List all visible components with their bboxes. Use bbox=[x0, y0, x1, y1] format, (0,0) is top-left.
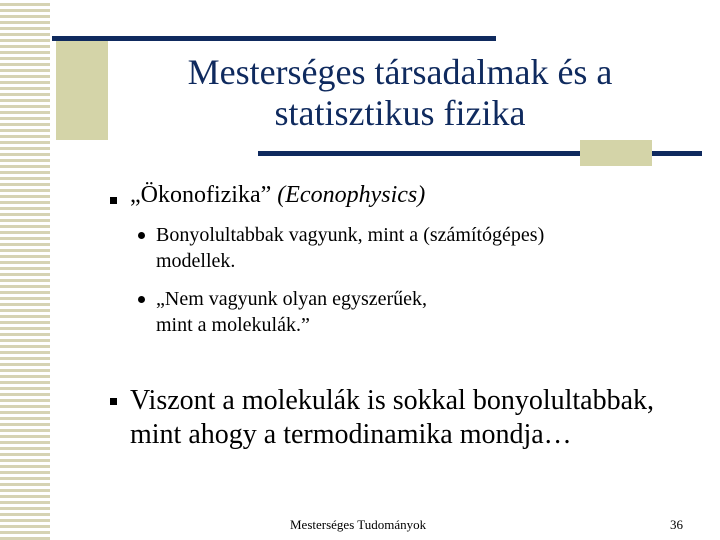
square-bullet-icon bbox=[110, 398, 117, 405]
square-bullet-icon bbox=[110, 197, 117, 204]
slide-title-line2: statisztikus fizika bbox=[274, 93, 526, 133]
footer-label: Mesterséges Tudományok bbox=[290, 517, 427, 532]
page-number: 36 bbox=[670, 517, 683, 532]
decorative-box-left bbox=[56, 40, 108, 140]
title-rule-top bbox=[52, 36, 496, 41]
round-bullet-icon bbox=[138, 296, 145, 303]
sub-bullet-2-line1: „Nem vagyunk olyan egyszerűek, bbox=[156, 288, 428, 310]
sub-bullet-2-line2: mint a molekulák.” bbox=[156, 314, 310, 336]
decorative-stripes bbox=[0, 0, 50, 540]
slide-title bbox=[120, 52, 680, 134]
bullet-molecules-line2: mint ahogy a termodinamika mondja… bbox=[130, 419, 572, 450]
decorative-box-right bbox=[580, 140, 652, 166]
bullet-econophysics bbox=[130, 180, 425, 210]
bullet-molecules-line1: Viszont a molekulák is sokkal bonyolultabbak, bbox=[130, 385, 655, 416]
bullet-econophysics-text: „Ökonofizika” bbox=[130, 182, 278, 208]
sub-bullet-1-line1: Bonyolultabbak vagyunk, mint a (számítógépes) bbox=[156, 224, 545, 246]
slide-title-line1: Mesterséges társadalmak és a bbox=[187, 52, 613, 92]
sub-bullet-1-line2: modellek. bbox=[156, 250, 236, 272]
round-bullet-icon bbox=[138, 232, 145, 239]
bullet-econophysics-italic: (Econophysics) bbox=[277, 182, 426, 208]
